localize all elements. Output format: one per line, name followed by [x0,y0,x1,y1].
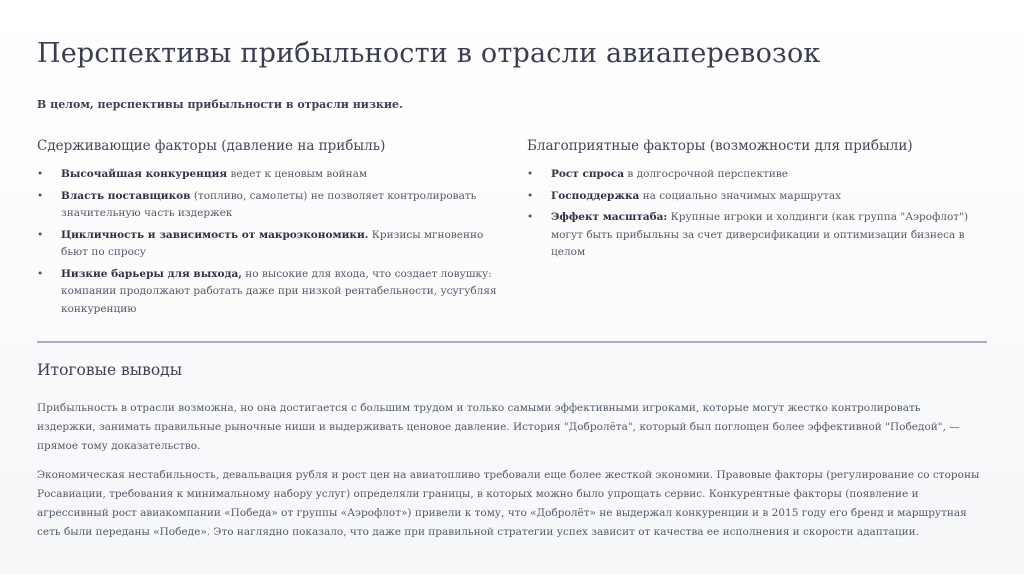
section-divider [37,341,987,343]
item-text: Крупные игроки и холдинги (как группа "Аэрофлот") могут быть прибыльны за счет диверсификации и оптимизации бизнеса в целом [551,211,969,258]
item-bold: Рост спроса [551,168,625,180]
constraining-factors-heading: Сдерживающие факторы (давление на прибыль) [37,138,386,154]
list-item [37,227,497,262]
conclusions-paragraph-1: Прибыльность в отрасли возможна, но она достигается с большим трудом и только самыми эффективными игроками, которые могут жестко контролировать издержки, занимать правильные рыночные ниши и выдерживать ценовое давление. История "Добролёта", который был поглощен более эффективной "Победой", — прямое тому доказательство. [37,402,960,452]
bullet-icon: • [527,189,534,202]
list-item [527,166,987,184]
favorable-factors-heading: Благоприятные факторы (возможности для прибыли) [527,138,913,154]
bullet-icon: • [527,168,534,180]
list-item [37,166,497,184]
item-bold: Низкие барьеры для выхода, [61,267,242,280]
bullet-icon: • [527,211,534,223]
bullet-icon: • [37,267,44,280]
slide-title: Перспективы прибыльности в отрасли авиаперевозок [37,38,821,69]
bullet-icon: • [37,168,44,180]
favorable-factors-list [527,166,987,266]
item-text: на социально значимых маршрутах [639,189,842,202]
item-text: Кризисы мгновенно бьют по спросу [61,228,484,258]
constraining-factors-list [37,166,497,322]
list-item [37,266,497,319]
list-item [37,188,497,223]
item-bold: Цикличность и зависимость от макроэкономики. [61,228,369,241]
bullet-icon: • [37,189,44,202]
item-bold: Высочайшая конкуренция [61,168,228,180]
item-bold: Эффект масштаба: [551,211,668,223]
bullet-icon: • [37,228,44,241]
item-bold: Господдержка [551,189,640,202]
list-item [527,209,987,262]
list-item [527,188,987,206]
item-text: в долгосрочной перспективе [624,168,788,180]
conclusions-paragraph-2: Экономическая нестабильность, девальвация рубля и рост цен на авиатопливо требовали еще более жесткой экономии. Правовые факторы (регулирование со стороны Росавиации, требования к минимальному набору услуг) определяли границы, в которых можно было упрощать сервис. Конкурентные факторы (появление и агрессивный рост авиакомпании «Победа» от группы «Аэрофлот») привели к тому, что «Добролёт» не выдержал конкуренции и в 2015 году его бренд и маршрутная сеть были переданы «Победе». Это наглядно показало, что даже при правильной стратегии успех зависит от качества ее исполнения и скорости адаптации. [37,469,980,538]
item-text: (топливо, самолеты) не позволяет контролировать значительную часть издержек [61,189,477,219]
item-text: ведет к ценовым войнам [227,168,368,180]
item-bold: Власть поставщиков [61,189,191,202]
item-text: но высокие для входа, что создает ловушку: компании продолжают работать даже при низкой рентабельности, усугубляя конкуренцию [61,267,497,315]
conclusions-heading: Итоговые выводы [37,361,183,379]
intro-text: В целом, перспективы прибыльности в отрасли низкие. [37,98,403,111]
